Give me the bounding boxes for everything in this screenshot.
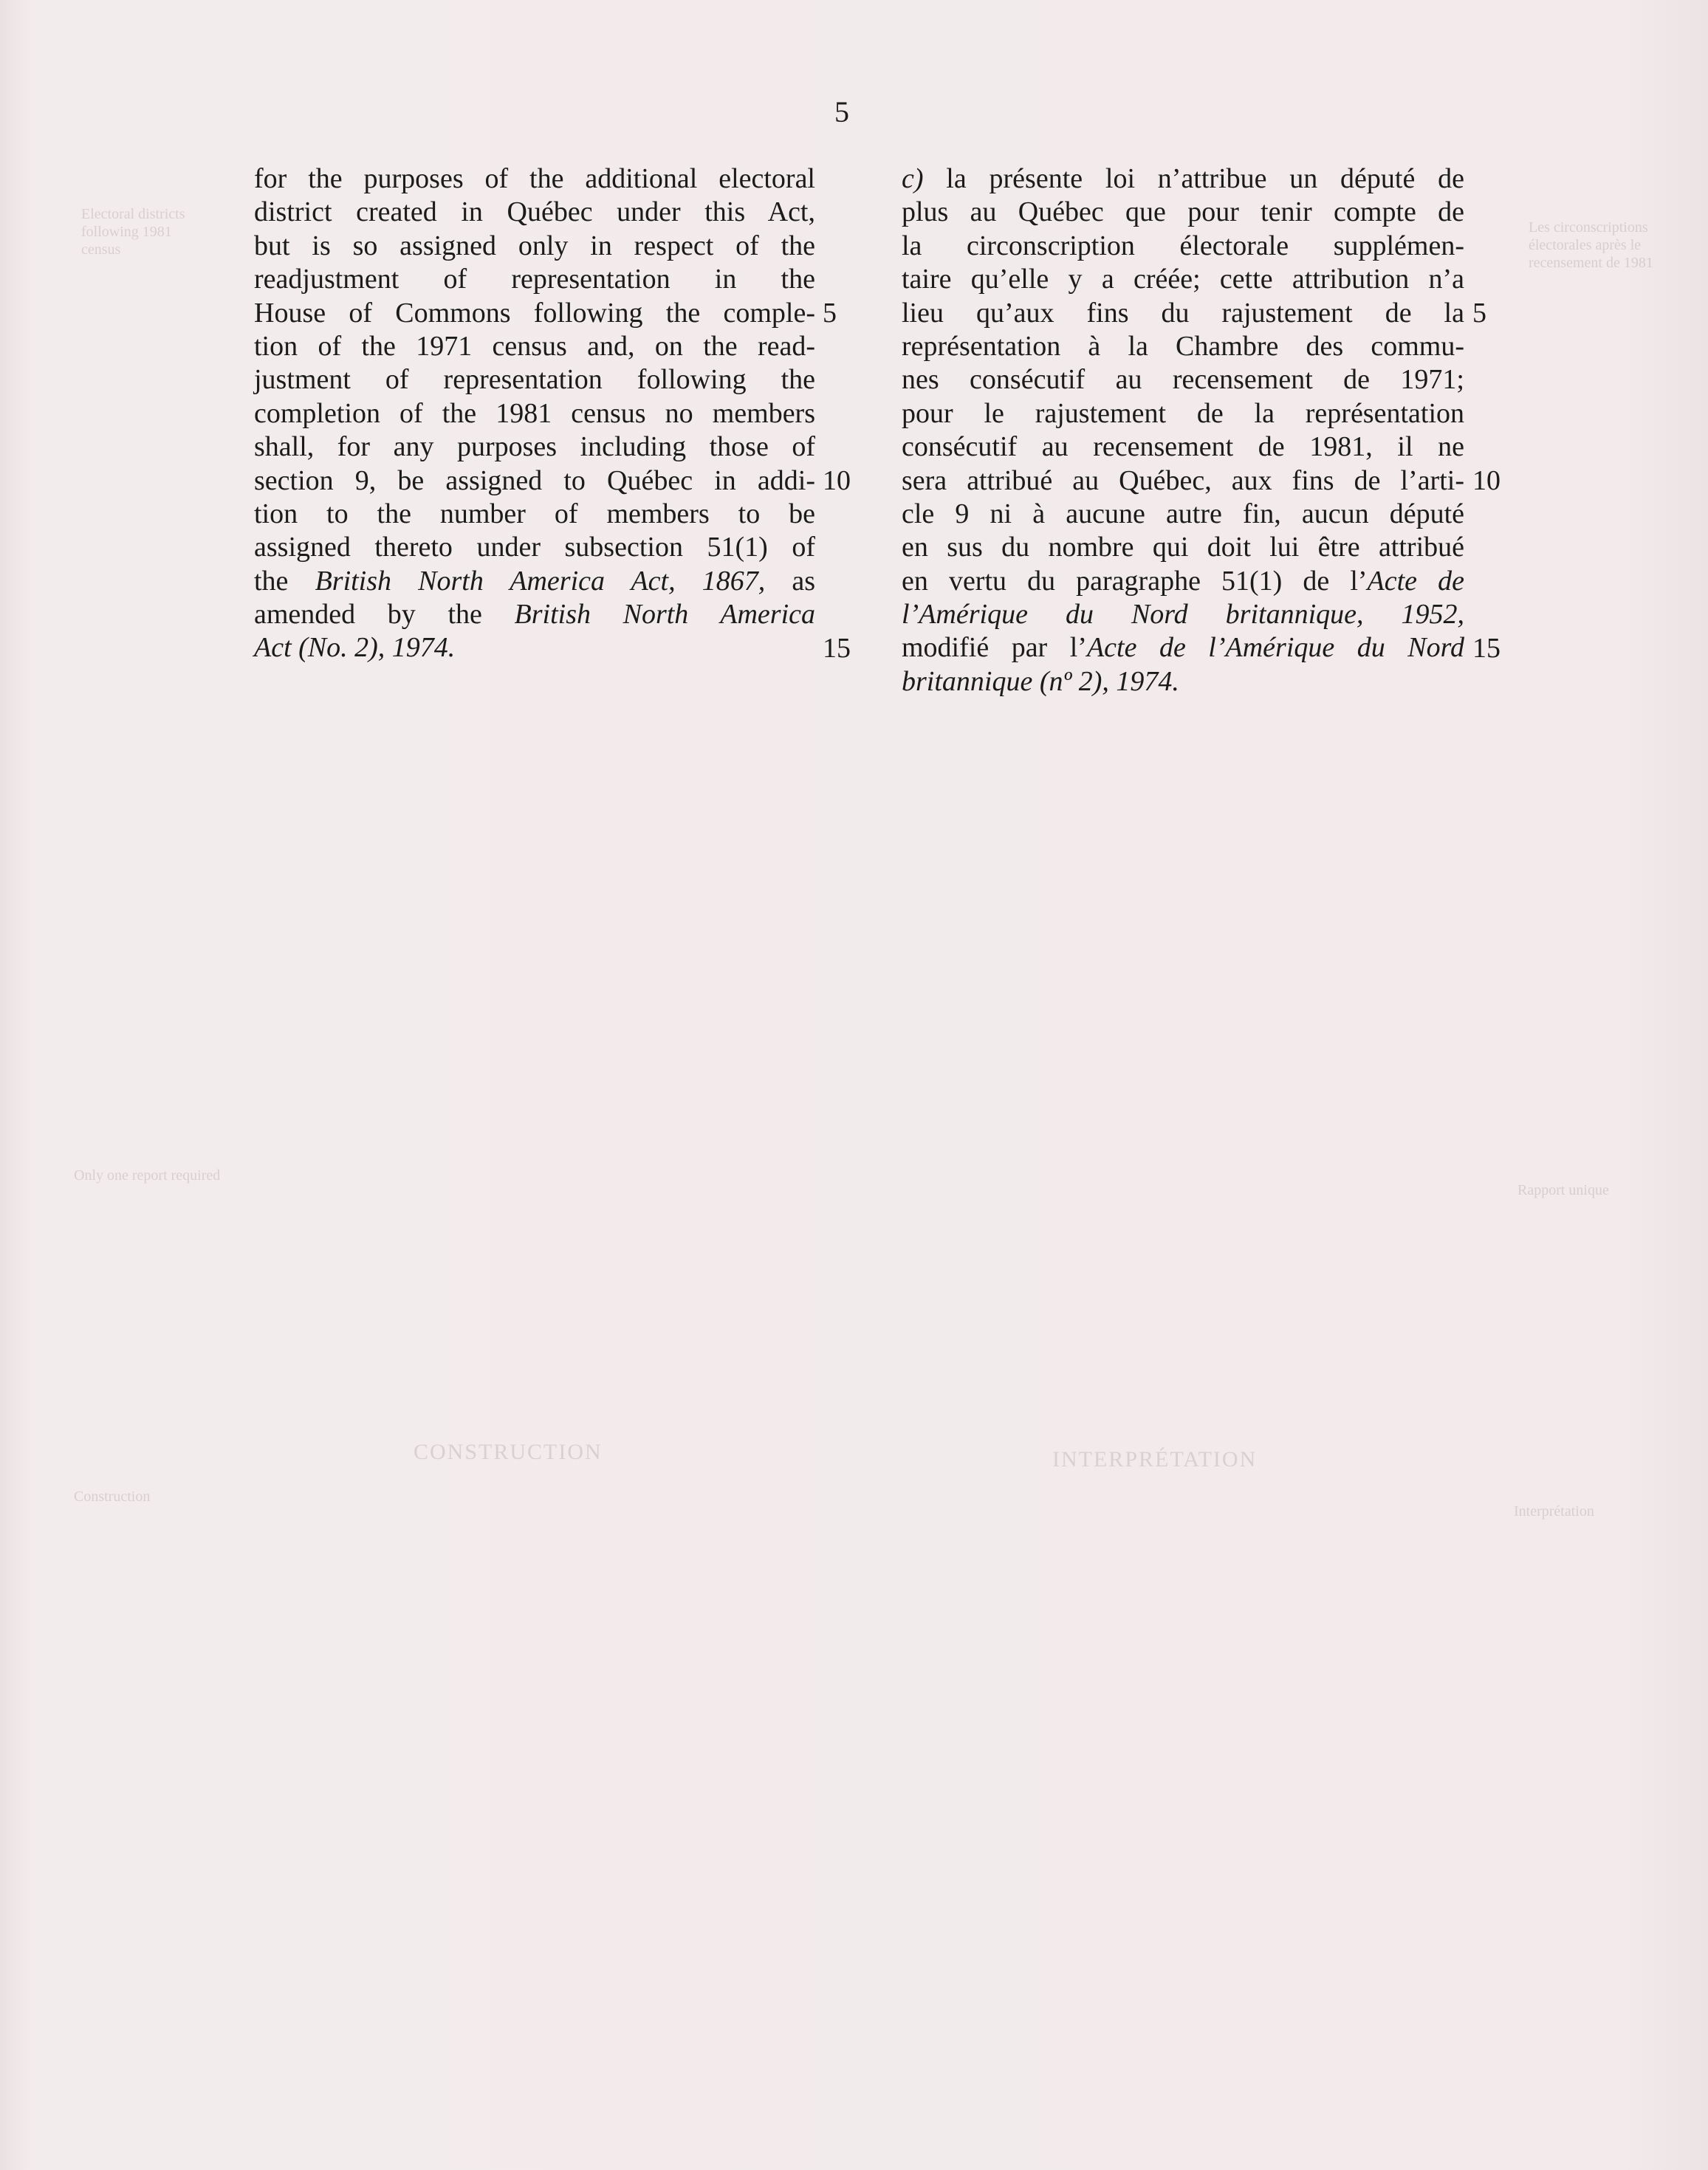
page-number: 5: [834, 95, 849, 128]
english-text-line: tion of the 1971 census and, on the read-: [254, 330, 815, 362]
french-text-line: consécutif au recensement de 1981, il ne: [902, 431, 1464, 463]
french-text-line: lieu qu’aux fins du rajustement de la: [902, 297, 1464, 329]
english-line-number: 15: [823, 632, 851, 664]
ghost-margin-note: Interprétation: [1514, 1503, 1594, 1520]
ghost-margin-note: Les circonscriptions électorales après le recensement de 1981: [1529, 219, 1653, 271]
english-text-line: shall, for any purposes including those of: [254, 431, 815, 463]
french-text-line: pour le rajustement de la représentation: [902, 397, 1464, 429]
french-text-line: représentation à la Chambre des commu-: [902, 330, 1464, 362]
english-text-line: completion of the 1981 census no members: [254, 397, 815, 429]
english-line-number: 10: [823, 464, 851, 496]
ghost-margin-note: Only one report required: [74, 1167, 221, 1184]
french-text-line: l’Amérique du Nord britannique, 1952,: [902, 599, 1464, 631]
french-text-line: britannique (nº 2), 1974.: [902, 665, 1179, 697]
french-text-line: c) la présente loi n’attribue un député de: [902, 163, 1464, 194]
french-line-number: 10: [1472, 464, 1500, 496]
english-text-line: section 9, be assigned to Québec in addi-: [254, 464, 815, 496]
english-text-line: justment of representation following the: [254, 364, 815, 396]
ghost-margin-note: Construction: [74, 1489, 151, 1505]
french-text-line: sera attribué au Québec, aux fins de l’arti-: [902, 464, 1464, 496]
french-line-number: 15: [1472, 632, 1500, 664]
french-text-line: taire qu’elle y a créée; cette attribution n’a: [902, 264, 1464, 295]
english-column: [254, 162, 815, 665]
english-text-line: House of Commons following the comple-: [254, 297, 815, 329]
english-text-line: but is so assigned only in respect of the: [254, 230, 815, 261]
english-text-line: assigned thereto under subsection 51(1) of: [254, 532, 815, 563]
ghost-heading: CONSTRUCTION: [414, 1440, 603, 1464]
ghost-margin-note: Rapport unique: [1517, 1182, 1609, 1198]
english-text-line: readjustment of representation in the: [254, 264, 815, 295]
english-text-line: tion to the number of members to be: [254, 498, 815, 529]
english-text-line: for the purposes of the additional electoral: [254, 163, 815, 194]
ghost-margin-note: Electoral districts following 1981 census: [81, 206, 185, 258]
french-text-line: plus au Québec que pour tenir compte de: [902, 196, 1464, 228]
english-text-line: district created in Québec under this Act,: [254, 196, 815, 228]
french-text-line: modifié par l’Acte de l’Amérique du Nord: [902, 632, 1464, 664]
french-line-number: 5: [1472, 297, 1486, 329]
french-text-line: la circonscription électorale supplémen-: [902, 230, 1464, 261]
ghost-heading: INTERPRÉTATION: [1052, 1447, 1258, 1472]
french-column: [902, 162, 1464, 698]
english-text-line: the British North America Act, 1867, as: [254, 565, 815, 597]
french-text-line: en vertu du paragraphe 51(1) de l’Acte de: [902, 565, 1464, 597]
english-text-line: amended by the British North America: [254, 599, 815, 631]
english-text-line: Act (No. 2), 1974.: [254, 632, 456, 664]
french-text-line: cle 9 ni à aucune autre fin, aucun député: [902, 498, 1464, 529]
french-text-line: nes consécutif au recensement de 1971;: [902, 364, 1464, 396]
french-text-line: en sus du nombre qui doit lui être attribué: [902, 532, 1464, 563]
english-line-number: 5: [823, 297, 837, 329]
